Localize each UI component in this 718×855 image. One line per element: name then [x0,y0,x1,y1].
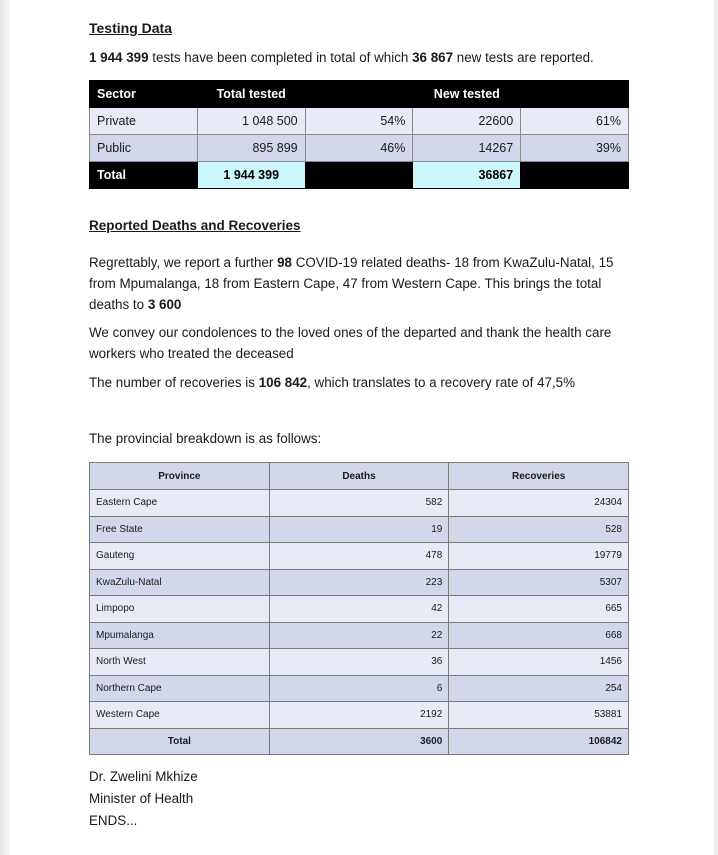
province-cell: Eastern Cape [90,490,270,517]
recoveries-paragraph [89,372,619,393]
page-left-edge [0,0,10,855]
summary-text-1: tests have been completed in total of which [148,50,413,65]
deaths-cell: 223 [269,569,449,596]
new-tested-sum-cell: 36867 [413,162,521,189]
recoveries-value: 106 842 [258,375,308,390]
deaths-cell: 6 [269,675,449,702]
recoveries-cell: 665 [449,596,629,623]
total-pct-cell: 46% [305,135,413,162]
province-cell: Limpopo [90,596,270,623]
deaths-cell: 42 [269,596,449,623]
summary-text-2: new tests are reported. [453,50,594,65]
header-province: Province [90,463,270,490]
new-deaths-value: 98 [277,255,292,270]
deaths-cell: 19 [269,516,449,543]
header-total-pct [305,81,413,108]
header-recoveries: Recoveries [449,463,629,490]
recoveries-cell: 668 [449,622,629,649]
total-cell: 1 048 500 [197,108,305,135]
total-tests-value: 1 944 399 [89,50,149,65]
recoveries-cell: 5307 [449,569,629,596]
deaths-heading: Reported Deaths and Recoveries [89,218,301,233]
table-row [90,702,629,729]
provincial-header-row [90,463,629,490]
recoveries-cell: 19779 [449,543,629,570]
total-label-cell: Total [90,162,198,189]
deaths-cell: 2192 [269,702,449,729]
province-cell: Gauteng [90,543,270,570]
header-deaths: Deaths [269,463,449,490]
recoveries-cell: 254 [449,675,629,702]
signature-name: Dr. Zwelini Mkhize [89,769,198,784]
recoveries-cell: 24304 [449,490,629,517]
header-total-tested: Total tested [197,81,305,108]
sector-cell: Private [90,108,198,135]
total-empty-cell [305,162,413,189]
recoveries-cell: 1456 [449,649,629,676]
ends-marker: ENDS... [89,813,138,828]
provincial-intro: The provincial breakdown is as follows: [89,431,322,446]
sector-cell: Public [90,135,198,162]
table-row [90,543,629,570]
table-row [90,516,629,543]
province-cell: Northern Cape [90,675,270,702]
recoveries-cell: 53881 [449,702,629,729]
testing-header-row [90,81,629,108]
new-cell: 22600 [413,108,521,135]
table-row [90,490,629,517]
provincial-table [89,462,629,755]
deaths-cell: 22 [269,622,449,649]
new-tests-value: 36 867 [412,50,454,65]
total-cell: 895 899 [197,135,305,162]
header-new-pct [521,81,629,108]
province-cell: Free State [90,516,270,543]
province-cell: Western Cape [90,702,270,729]
table-row [90,108,629,135]
new-cell: 14267 [413,135,521,162]
total-deaths-value: 3 600 [147,297,182,312]
testing-total-row [90,162,629,189]
table-row [90,675,629,702]
header-new-tested: New tested [413,81,521,108]
recoveries-text-b: , which translates to a recovery rate of 47,5% [307,375,576,390]
header-sector: Sector [90,81,198,108]
new-pct-cell: 39% [521,135,629,162]
new-pct-cell: 61% [521,108,629,135]
table-row [90,596,629,623]
page-right-edge [714,0,718,855]
provincial-total-row [90,728,629,755]
total-tested-sum-cell: 1 944 399 [197,162,305,189]
deaths-paragraph [89,252,619,315]
province-cell: KwaZulu-Natal [90,569,270,596]
deaths-text-a: Regrettably, we report a further [89,255,278,270]
total-pct-cell: 54% [305,108,413,135]
deaths-cell: 478 [269,543,449,570]
table-row [90,622,629,649]
deaths-text-b: COVID-19 related deaths- 18 from KwaZulu-Natal, 15 from Mpumalanga, 18 from Eastern Cape, 47 from Western Cape. This brings the total deaths to [89,255,614,312]
recoveries-text-a: The number of recoveries is [89,375,259,390]
condolences-paragraph: We convey our condolences to the loved ones of the departed and thank the health care workers who treated the deceased [89,325,612,361]
table-row [90,135,629,162]
testing-summary [89,47,619,68]
recoveries-cell: 528 [449,516,629,543]
table-row [90,649,629,676]
total-deaths-cell: 3600 [269,728,449,755]
deaths-cell: 36 [269,649,449,676]
deaths-cell: 582 [269,490,449,517]
signature-title: Minister of Health [89,791,194,806]
total-empty-cell [521,162,629,189]
table-row [90,569,629,596]
total-label-cell: Total [90,728,270,755]
province-cell: Mpumalanga [90,622,270,649]
testing-table [89,80,629,189]
province-cell: North West [90,649,270,676]
testing-heading: Testing Data [89,20,172,36]
total-recoveries-cell: 106842 [449,728,629,755]
